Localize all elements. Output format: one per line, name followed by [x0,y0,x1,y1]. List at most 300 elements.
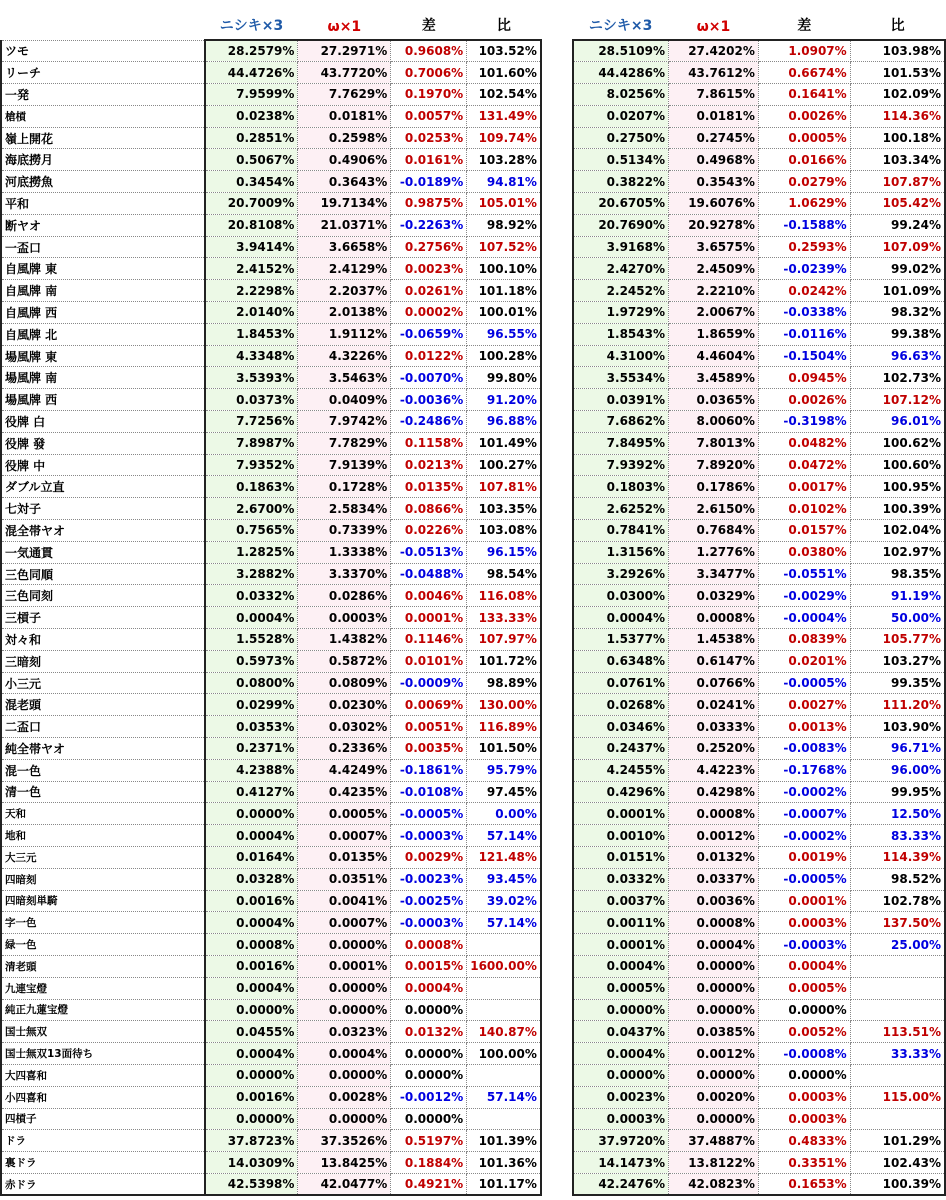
cell-diff[interactable]: -0.0083% [758,738,850,760]
cell-diff[interactable]: 0.3351% [758,1152,850,1174]
cell-diff[interactable]: 0.9875% [391,193,467,215]
cell-ratio[interactable]: 103.34% [850,149,945,171]
cell-omega[interactable]: 0.0351% [298,868,391,890]
cell-nishiki[interactable]: 0.0001% [573,934,669,956]
cell-omega[interactable]: 0.0000% [669,1064,759,1086]
cell-nishiki[interactable]: 7.6862% [573,411,669,433]
cell-omega[interactable]: 3.6575% [669,236,759,258]
cell-nishiki[interactable]: 0.0016% [205,1086,298,1108]
row-label[interactable]: 赤ドラ [1,1173,205,1195]
cell-diff[interactable]: 0.4833% [758,1130,850,1152]
cell-diff[interactable]: 0.0000% [758,1064,850,1086]
cell-ratio[interactable]: 91.20% [467,389,541,411]
cell-ratio[interactable]: 102.43% [850,1152,945,1174]
cell-omega[interactable]: 0.0008% [669,803,759,825]
cell-diff[interactable]: 0.1653% [758,1173,850,1195]
cell-nishiki[interactable]: 0.2851% [205,127,298,149]
cell-diff[interactable]: -0.2263% [391,214,467,236]
row-label[interactable]: 断ヤオ [1,214,205,236]
cell-diff[interactable]: 0.0101% [391,650,467,672]
cell-nishiki[interactable]: 0.1863% [205,476,298,498]
cell-diff[interactable]: -0.0002% [758,781,850,803]
cell-omega[interactable]: 0.7339% [298,520,391,542]
cell-diff[interactable]: 0.0029% [391,846,467,868]
cell-omega[interactable]: 2.2037% [298,280,391,302]
cell-omega[interactable]: 37.3526% [298,1130,391,1152]
cell-nishiki[interactable]: 1.3156% [573,541,669,563]
cell-nishiki[interactable]: 2.4152% [205,258,298,280]
cell-ratio[interactable]: 101.17% [467,1173,541,1195]
cell-nishiki[interactable]: 0.0391% [573,389,669,411]
cell-diff[interactable]: -0.0189% [391,171,467,193]
cell-nishiki[interactable]: 3.5534% [573,367,669,389]
cell-omega[interactable]: 4.4604% [669,345,759,367]
cell-omega[interactable]: 7.8920% [669,454,759,476]
cell-ratio[interactable]: 100.95% [850,476,945,498]
row-label[interactable]: 一気通貫 [1,541,205,563]
cell-ratio[interactable]: 105.42% [850,193,945,215]
cell-nishiki[interactable]: 0.0016% [205,890,298,912]
row-label[interactable]: 四槓子 [1,1108,205,1130]
cell-omega[interactable]: 0.4906% [298,149,391,171]
cell-nishiki[interactable]: 44.4726% [205,62,298,84]
row-label[interactable]: ダブル立直 [1,476,205,498]
cell-omega[interactable]: 42.0477% [298,1173,391,1195]
cell-ratio[interactable]: 107.12% [850,389,945,411]
cell-nishiki[interactable]: 0.0299% [205,694,298,716]
cell-nishiki[interactable]: 3.2926% [573,563,669,585]
cell-omega[interactable]: 0.1786% [669,476,759,498]
cell-nishiki[interactable]: 0.7841% [573,520,669,542]
cell-omega[interactable]: 7.9742% [298,411,391,433]
cell-omega[interactable]: 1.3338% [298,541,391,563]
cell-diff[interactable]: -0.0551% [758,563,850,585]
cell-ratio[interactable]: 102.04% [850,520,945,542]
cell-nishiki[interactable]: 2.0140% [205,302,298,324]
cell-ratio[interactable] [467,999,541,1021]
cell-omega[interactable]: 20.9278% [669,214,759,236]
cell-ratio[interactable]: 102.09% [850,84,945,106]
cell-ratio[interactable]: 100.39% [850,498,945,520]
cell-omega[interactable]: 0.0005% [298,803,391,825]
cell-omega[interactable]: 43.7612% [669,62,759,84]
cell-nishiki[interactable]: 0.0346% [573,716,669,738]
row-label[interactable]: 役牌 白 [1,411,205,433]
row-label[interactable]: 純正九蓮宝燈 [1,999,205,1021]
row-label[interactable]: 役牌 中 [1,454,205,476]
cell-ratio[interactable]: 100.10% [467,258,541,280]
row-label[interactable]: 天和 [1,803,205,825]
cell-nishiki[interactable]: 0.0000% [205,803,298,825]
row-label[interactable]: 三色同刻 [1,585,205,607]
row-label[interactable]: 字一色 [1,912,205,934]
cell-omega[interactable]: 3.3477% [669,563,759,585]
cell-ratio[interactable]: 103.90% [850,716,945,738]
cell-diff[interactable]: 0.0102% [758,498,850,520]
cell-diff[interactable]: 0.0019% [758,846,850,868]
cell-ratio[interactable] [850,999,945,1021]
row-label[interactable]: 嶺上開花 [1,127,205,149]
cell-nishiki[interactable]: 0.0004% [205,607,298,629]
cell-diff[interactable]: -0.0488% [391,563,467,585]
cell-diff[interactable]: -0.1504% [758,345,850,367]
row-label[interactable]: 自風牌 南 [1,280,205,302]
cell-omega[interactable]: 0.2745% [669,127,759,149]
row-label[interactable]: ツモ [1,40,205,62]
cell-diff[interactable]: -0.0009% [391,672,467,694]
cell-omega[interactable]: 0.0007% [298,912,391,934]
cell-diff[interactable]: 0.2593% [758,236,850,258]
cell-omega[interactable]: 0.0135% [298,846,391,868]
cell-ratio[interactable]: 133.33% [467,607,541,629]
cell-ratio[interactable]: 101.39% [467,1130,541,1152]
cell-diff[interactable]: 0.0157% [758,520,850,542]
cell-diff[interactable]: 0.0057% [391,105,467,127]
cell-omega[interactable]: 42.0823% [669,1173,759,1195]
cell-diff[interactable]: 0.9608% [391,40,467,62]
cell-diff[interactable]: 0.0166% [758,149,850,171]
row-label[interactable]: 小三元 [1,672,205,694]
cell-omega[interactable]: 1.8659% [669,323,759,345]
cell-omega[interactable]: 2.0138% [298,302,391,324]
cell-omega[interactable]: 0.0181% [298,105,391,127]
cell-nishiki[interactable]: 1.8543% [573,323,669,345]
cell-omega[interactable]: 0.0409% [298,389,391,411]
cell-diff[interactable]: 0.0026% [758,105,850,127]
cell-diff[interactable]: 0.0003% [758,1086,850,1108]
cell-nishiki[interactable]: 0.0000% [205,1108,298,1130]
cell-ratio[interactable]: 102.97% [850,541,945,563]
cell-ratio[interactable] [850,1064,945,1086]
cell-nishiki[interactable]: 0.0001% [573,803,669,825]
cell-diff[interactable]: -0.1588% [758,214,850,236]
row-label[interactable]: 自風牌 北 [1,323,205,345]
row-label[interactable]: 大四喜和 [1,1064,205,1086]
cell-ratio[interactable]: 107.87% [850,171,945,193]
cell-nishiki[interactable]: 0.5973% [205,650,298,672]
cell-omega[interactable]: 4.3226% [298,345,391,367]
cell-nishiki[interactable]: 0.1803% [573,476,669,498]
cell-ratio[interactable]: 105.77% [850,629,945,651]
cell-ratio[interactable]: 93.45% [467,868,541,890]
cell-nishiki[interactable]: 0.0004% [205,825,298,847]
cell-nishiki[interactable]: 0.0455% [205,1021,298,1043]
row-label[interactable]: 二盃口 [1,716,205,738]
cell-nishiki[interactable]: 0.0004% [205,912,298,934]
cell-ratio[interactable]: 103.27% [850,650,945,672]
row-label[interactable]: 純全帯ヤオ [1,738,205,760]
cell-ratio[interactable]: 102.54% [467,84,541,106]
cell-omega[interactable]: 0.0007% [298,825,391,847]
cell-omega[interactable]: 0.2520% [669,738,759,760]
cell-diff[interactable]: 0.0000% [391,1064,467,1086]
cell-ratio[interactable]: 116.08% [467,585,541,607]
cell-ratio[interactable]: 98.92% [467,214,541,236]
cell-diff[interactable]: 0.0001% [758,890,850,912]
cell-ratio[interactable]: 96.71% [850,738,945,760]
cell-ratio[interactable]: 99.80% [467,367,541,389]
cell-diff[interactable]: -0.0012% [391,1086,467,1108]
row-label[interactable]: 一盃口 [1,236,205,258]
cell-ratio[interactable]: 12.50% [850,803,945,825]
cell-ratio[interactable]: 25.00% [850,934,945,956]
cell-nishiki[interactable]: 37.9720% [573,1130,669,1152]
cell-diff[interactable]: 0.0027% [758,694,850,716]
row-label[interactable]: 小四喜和 [1,1086,205,1108]
cell-nishiki[interactable]: 4.3100% [573,345,669,367]
cell-ratio[interactable]: 137.50% [850,912,945,934]
cell-ratio[interactable]: 33.33% [850,1043,945,1065]
cell-ratio[interactable]: 107.97% [467,629,541,651]
cell-ratio[interactable]: 99.02% [850,258,945,280]
cell-ratio[interactable]: 140.87% [467,1021,541,1043]
cell-omega[interactable]: 0.0766% [669,672,759,694]
cell-diff[interactable]: 0.1641% [758,84,850,106]
cell-ratio[interactable]: 101.53% [850,62,945,84]
cell-nishiki[interactable]: 0.0000% [573,999,669,1021]
cell-diff[interactable]: 1.0907% [758,40,850,62]
cell-omega[interactable]: 0.0000% [669,1108,759,1130]
cell-diff[interactable]: 0.0000% [758,999,850,1021]
cell-ratio[interactable] [467,977,541,999]
cell-omega[interactable]: 0.0385% [669,1021,759,1043]
cell-nishiki[interactable]: 0.7565% [205,520,298,542]
row-label[interactable]: 自風牌 東 [1,258,205,280]
cell-omega[interactable]: 19.6076% [669,193,759,215]
cell-diff[interactable]: -0.1861% [391,759,467,781]
cell-omega[interactable]: 0.0000% [669,999,759,1021]
cell-omega[interactable]: 0.0000% [669,955,759,977]
cell-omega[interactable]: 0.4298% [669,781,759,803]
cell-nishiki[interactable]: 0.0437% [573,1021,669,1043]
cell-omega[interactable]: 0.2336% [298,738,391,760]
cell-diff[interactable]: 0.0135% [391,476,467,498]
cell-omega[interactable]: 0.3543% [669,171,759,193]
cell-omega[interactable]: 3.6658% [298,236,391,258]
cell-nishiki[interactable]: 37.8723% [205,1130,298,1152]
cell-diff[interactable]: 0.0001% [391,607,467,629]
cell-nishiki[interactable]: 0.0761% [573,672,669,694]
cell-nishiki[interactable]: 3.5393% [205,367,298,389]
cell-omega[interactable]: 1.4382% [298,629,391,651]
row-label[interactable]: 海底撈月 [1,149,205,171]
row-label[interactable]: 混全帯ヤオ [1,520,205,542]
cell-ratio[interactable]: 131.49% [467,105,541,127]
cell-ratio[interactable]: 114.39% [850,846,945,868]
row-label[interactable]: 平和 [1,193,205,215]
cell-nishiki[interactable]: 0.0004% [573,1043,669,1065]
cell-diff[interactable]: 0.0013% [758,716,850,738]
cell-diff[interactable]: 0.0023% [391,258,467,280]
row-label[interactable]: 混老頭 [1,694,205,716]
cell-nishiki[interactable]: 42.2476% [573,1173,669,1195]
cell-omega[interactable]: 0.0012% [669,1043,759,1065]
cell-ratio[interactable]: 98.89% [467,672,541,694]
row-label[interactable]: 対々和 [1,629,205,651]
cell-omega[interactable]: 21.0371% [298,214,391,236]
cell-ratio[interactable]: 96.15% [467,541,541,563]
cell-diff[interactable]: 0.5197% [391,1130,467,1152]
cell-nishiki[interactable]: 0.0004% [573,955,669,977]
cell-nishiki[interactable]: 0.0005% [573,977,669,999]
cell-ratio[interactable] [850,1108,945,1130]
cell-omega[interactable]: 0.0809% [298,672,391,694]
cell-ratio[interactable]: 101.36% [467,1152,541,1174]
cell-nishiki[interactable]: 20.7009% [205,193,298,215]
cell-omega[interactable]: 0.0000% [298,1108,391,1130]
cell-omega[interactable]: 2.0067% [669,302,759,324]
cell-nishiki[interactable]: 0.0037% [573,890,669,912]
cell-ratio[interactable]: 99.38% [850,323,945,345]
cell-ratio[interactable]: 101.09% [850,280,945,302]
cell-ratio[interactable]: 83.33% [850,825,945,847]
cell-ratio[interactable]: 114.36% [850,105,945,127]
cell-ratio[interactable]: 96.63% [850,345,945,367]
cell-diff[interactable]: 0.0046% [391,585,467,607]
cell-omega[interactable]: 0.0000% [298,999,391,1021]
cell-diff[interactable]: -0.0003% [391,912,467,934]
cell-diff[interactable]: 0.0380% [758,541,850,563]
cell-ratio[interactable] [467,1108,541,1130]
row-label[interactable]: 国士無双13面待ち [1,1043,205,1065]
cell-ratio[interactable]: 100.62% [850,432,945,454]
cell-diff[interactable]: 0.0945% [758,367,850,389]
cell-omega[interactable]: 0.7684% [669,520,759,542]
cell-ratio[interactable]: 107.81% [467,476,541,498]
cell-omega[interactable]: 0.0008% [669,607,759,629]
cell-ratio[interactable]: 100.00% [467,1043,541,1065]
cell-diff[interactable]: -0.0036% [391,389,467,411]
cell-nishiki[interactable]: 4.3348% [205,345,298,367]
cell-diff[interactable]: -0.3198% [758,411,850,433]
cell-ratio[interactable]: 100.27% [467,454,541,476]
row-label[interactable]: 裏ドラ [1,1152,205,1174]
cell-omega[interactable]: 4.4249% [298,759,391,781]
cell-omega[interactable]: 0.0241% [669,694,759,716]
cell-nishiki[interactable]: 0.0010% [573,825,669,847]
cell-omega[interactable]: 0.0132% [669,846,759,868]
cell-diff[interactable]: 0.0005% [758,127,850,149]
cell-diff[interactable]: 1.0629% [758,193,850,215]
cell-nishiki[interactable]: 0.0332% [573,868,669,890]
cell-nishiki[interactable]: 28.2579% [205,40,298,62]
cell-nishiki[interactable]: 44.4286% [573,62,669,84]
cell-diff[interactable]: 0.0000% [391,1108,467,1130]
cell-nishiki[interactable]: 0.0004% [573,607,669,629]
cell-nishiki[interactable]: 0.0800% [205,672,298,694]
row-label[interactable]: リーチ [1,62,205,84]
cell-ratio[interactable]: 91.19% [850,585,945,607]
cell-nishiki[interactable]: 2.2452% [573,280,669,302]
cell-omega[interactable]: 43.7720% [298,62,391,84]
cell-nishiki[interactable]: 20.6705% [573,193,669,215]
cell-omega[interactable]: 0.0003% [298,607,391,629]
cell-omega[interactable]: 0.0004% [669,934,759,956]
cell-ratio[interactable]: 98.52% [850,868,945,890]
cell-nishiki[interactable]: 4.2388% [205,759,298,781]
cell-nishiki[interactable]: 28.5109% [573,40,669,62]
cell-diff[interactable]: 0.0226% [391,520,467,542]
cell-omega[interactable]: 27.4202% [669,40,759,62]
cell-diff[interactable]: 0.0026% [758,389,850,411]
cell-ratio[interactable]: 98.54% [467,563,541,585]
cell-diff[interactable]: 0.0004% [391,977,467,999]
cell-diff[interactable]: 0.6674% [758,62,850,84]
cell-omega[interactable]: 7.8013% [669,432,759,454]
cell-ratio[interactable]: 101.18% [467,280,541,302]
cell-ratio[interactable]: 57.14% [467,1086,541,1108]
cell-omega[interactable]: 1.2776% [669,541,759,563]
cell-nishiki[interactable]: 0.0353% [205,716,298,738]
cell-ratio[interactable]: 102.73% [850,367,945,389]
cell-diff[interactable]: -0.0029% [758,585,850,607]
cell-diff[interactable]: -0.0005% [391,803,467,825]
row-label[interactable]: 三暗刻 [1,650,205,672]
cell-diff[interactable]: -0.0004% [758,607,850,629]
cell-nishiki[interactable]: 0.3454% [205,171,298,193]
row-label[interactable]: 役牌 發 [1,432,205,454]
cell-omega[interactable]: 2.4129% [298,258,391,280]
cell-ratio[interactable]: 109.74% [467,127,541,149]
cell-nishiki[interactable]: 0.0332% [205,585,298,607]
cell-diff[interactable]: 0.4921% [391,1173,467,1195]
cell-diff[interactable]: -0.0239% [758,258,850,280]
cell-diff[interactable]: -0.0005% [758,868,850,890]
cell-diff[interactable]: 0.0002% [391,302,467,324]
cell-ratio[interactable]: 111.20% [850,694,945,716]
cell-nishiki[interactable]: 7.9352% [205,454,298,476]
cell-nishiki[interactable]: 1.5528% [205,629,298,651]
cell-diff[interactable]: 0.7006% [391,62,467,84]
cell-ratio[interactable]: 96.00% [850,759,945,781]
cell-nishiki[interactable]: 0.0238% [205,105,298,127]
cell-diff[interactable]: 0.0132% [391,1021,467,1043]
cell-nishiki[interactable]: 0.0000% [573,1064,669,1086]
row-label[interactable]: 三色同順 [1,563,205,585]
cell-diff[interactable]: -0.0116% [758,323,850,345]
cell-omega[interactable]: 3.3370% [298,563,391,585]
cell-diff[interactable]: 0.0261% [391,280,467,302]
cell-nishiki[interactable]: 2.2298% [205,280,298,302]
row-label[interactable]: 大三元 [1,846,205,868]
cell-nishiki[interactable]: 0.0373% [205,389,298,411]
cell-omega[interactable]: 0.0230% [298,694,391,716]
cell-omega[interactable]: 19.7134% [298,193,391,215]
cell-ratio[interactable]: 101.60% [467,62,541,84]
cell-omega[interactable]: 0.0323% [298,1021,391,1043]
cell-diff[interactable]: 0.0201% [758,650,850,672]
cell-omega[interactable]: 0.0337% [669,868,759,890]
cell-nishiki[interactable]: 3.9414% [205,236,298,258]
cell-diff[interactable]: 0.0242% [758,280,850,302]
cell-diff[interactable]: 0.0052% [758,1021,850,1043]
cell-nishiki[interactable]: 7.8987% [205,432,298,454]
cell-ratio[interactable]: 50.00% [850,607,945,629]
cell-nishiki[interactable]: 4.2455% [573,759,669,781]
cell-ratio[interactable]: 113.51% [850,1021,945,1043]
cell-diff[interactable]: 0.1146% [391,629,467,651]
cell-ratio[interactable]: 98.32% [850,302,945,324]
cell-omega[interactable]: 7.9139% [298,454,391,476]
cell-omega[interactable]: 0.0041% [298,890,391,912]
cell-nishiki[interactable]: 7.9599% [205,84,298,106]
cell-omega[interactable]: 13.8122% [669,1152,759,1174]
cell-ratio[interactable]: 101.72% [467,650,541,672]
cell-nishiki[interactable]: 7.8495% [573,432,669,454]
cell-omega[interactable]: 0.3643% [298,171,391,193]
cell-nishiki[interactable]: 3.2882% [205,563,298,585]
cell-omega[interactable]: 7.7829% [298,432,391,454]
